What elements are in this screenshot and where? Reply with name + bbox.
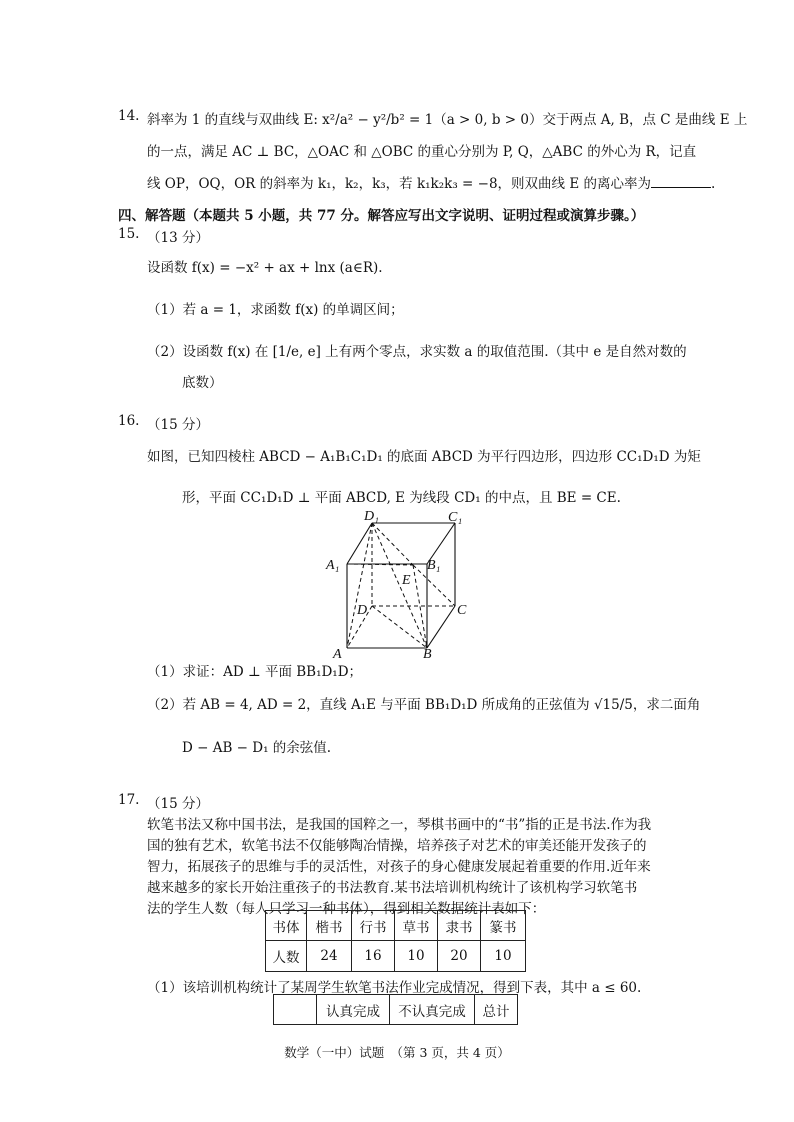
q15-part2-line1: （2）设函数 f(x) 在 [1/e, e] 上有两个零点，求实数 a 的取值范围.（其中 e 是自然对数的 xyxy=(147,344,687,360)
q17-para-line5: 法的学生人数（每人只学习一种书体），得到相关数据统计表如下： xyxy=(147,901,546,917)
table-cell: 16 xyxy=(352,941,395,972)
q16-stem-line1: 如图，已知四棱柱 ABCD − A₁B₁C₁D₁ 的底面 ABCD 为平行四边形，四边形 CC₁D₁D 为矩 xyxy=(147,449,701,465)
q16-stem-line2: 形，平面 CC₁D₁D ⊥ 平面 ABCD, E 为线段 CD₁ 的中点，且 BE = CE. xyxy=(182,490,621,506)
q17-number: 17. xyxy=(118,792,140,808)
q14-line3-text: 线 OP，OQ，OR 的斜率为 k₁，k₂，k₃，若 k₁k₂k₃ = −8，则双曲线 E 的离心率为 xyxy=(147,176,651,192)
answer-blank[interactable] xyxy=(651,175,711,188)
q14-line3 xyxy=(147,172,715,192)
homework-table xyxy=(273,994,518,1025)
prism-figure xyxy=(320,508,480,660)
table-row xyxy=(266,941,526,972)
label-D: D xyxy=(357,603,368,618)
label-E: E xyxy=(402,573,411,588)
label-A1: A₁ xyxy=(326,558,340,573)
table-row xyxy=(266,911,526,941)
q16-part2-line1: （2）若 AB = 4, AD = 2，直线 A₁E 与平面 BB₁D₁D 所成角的正弦值为 √15/5，求二面角 xyxy=(147,697,701,713)
q17-para-line3: 智力，拓展孩子的思维与手的灵活性，对孩子的身心健康发展起着重要的作用.近年来 xyxy=(147,859,651,875)
q14-line1: 斜率为 1 的直线与双曲线 E: x²/a² − y²/b² = 1（a > 0, b > 0）交于两点 A, B，点 C 是曲线 E 上 xyxy=(147,112,748,128)
table-cell: 10 xyxy=(481,941,526,972)
q17-para-line4: 越来越多的家长开始注重孩子的书法教育.某书法培训机构统计了该机构学习软笔书 xyxy=(147,880,638,896)
label-C1: C₁ xyxy=(448,510,463,525)
label-D1: D₁ xyxy=(364,509,379,524)
table-cell: 篆书 xyxy=(481,911,526,941)
table-cell: 24 xyxy=(307,941,352,972)
table-cell-blank xyxy=(274,995,317,1025)
q15-score: （13 分） xyxy=(147,230,209,246)
section4-heading: 四、解答题（本题共 5 小题，共 77 分。解答应写出文字说明、证明过程或演算步骤。） xyxy=(118,208,645,224)
q15-stem: 设函数 f(x) = −x² + ax + lnx (a∈R). xyxy=(147,260,383,276)
q15-part2-line2: 底数） xyxy=(182,375,223,391)
label-B: B xyxy=(423,647,432,660)
q17-para-line2: 国的独有艺术，软笔书法不仅能够陶冶情操，培养孩子对艺术的审美还能开发孩子的 xyxy=(147,838,647,854)
table-cell: 楷书 xyxy=(307,911,352,941)
table-cell: 20 xyxy=(438,941,481,972)
table-header: 认真完成 xyxy=(317,995,390,1025)
table-cell: 草书 xyxy=(395,911,438,941)
q17-part1: （1）该培训机构统计了某周学生软笔书法作业完成情况，得到下表，其中 a ≤ 60. xyxy=(147,980,642,996)
table-cell: 10 xyxy=(395,941,438,972)
q14-number: 14. xyxy=(118,108,140,124)
label-A: A xyxy=(333,647,342,660)
q15-part1: （1）若 a = 1，求函数 f(x) 的单调区间； xyxy=(147,302,404,318)
table-header: 不认真完成 xyxy=(390,995,475,1025)
table-header: 总计 xyxy=(475,995,518,1025)
table-row xyxy=(274,995,518,1025)
q16-score: （15 分） xyxy=(147,417,209,433)
q17-score: （15 分） xyxy=(147,796,209,812)
q14-line2: 的一点，满足 AC ⊥ BC，△OAC 和 △OBC 的重心分别为 P, Q，△ABC 的外心为 R，记直 xyxy=(147,144,697,160)
q16-part1: （1）求证：AD ⊥ 平面 BB₁D₁D； xyxy=(147,664,363,680)
table-cell: 行书 xyxy=(352,911,395,941)
calligraphy-count-table xyxy=(265,910,526,972)
page-footer: 数学（一中）试题 （第 3 页，共 4 页） xyxy=(284,1045,510,1060)
q16-number: 16. xyxy=(118,413,140,429)
q17-para-line1: 软笔书法又称中国书法，是我国的国粹之一，琴棋书画中的“书”指的正是书法.作为我 xyxy=(147,817,652,833)
table-row-header: 人数 xyxy=(266,941,307,972)
table-row-header: 书体 xyxy=(266,911,307,941)
label-C: C xyxy=(457,603,467,618)
table-cell: 隶书 xyxy=(438,911,481,941)
label-B1: B₁ xyxy=(427,558,441,573)
q14-line3-end: . xyxy=(710,176,716,192)
q15-number: 15. xyxy=(118,226,140,242)
q16-part2-line2: D − AB − D₁ 的余弦值. xyxy=(182,740,332,756)
